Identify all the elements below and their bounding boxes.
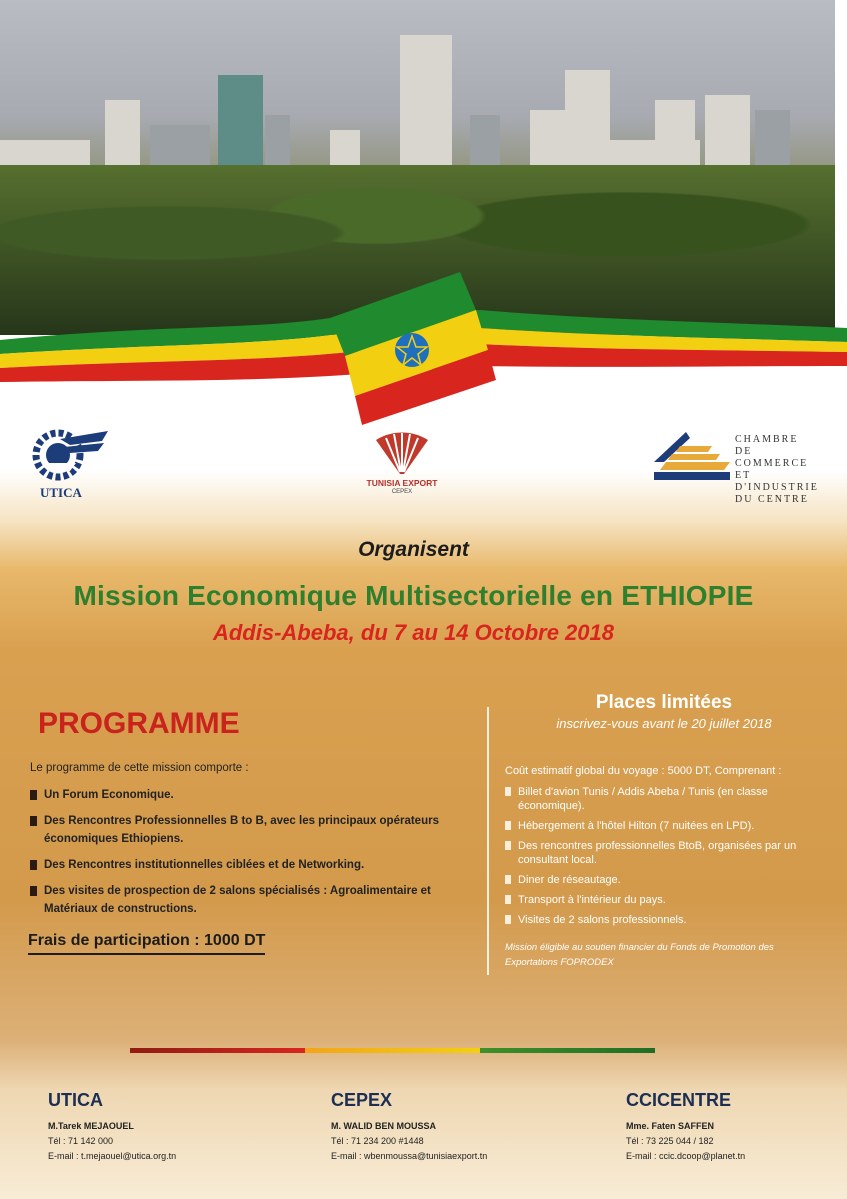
tricolor-divider: [130, 1048, 655, 1053]
cepex-logo-sub: CEPEX: [391, 489, 413, 495]
ccic-logo: [650, 428, 830, 505]
contact-email[interactable]: E-mail : wbenmoussa@tunisiaexport.tn: [331, 1151, 488, 1161]
contact-email[interactable]: E-mail : ccic.dcoop@planet.tn: [626, 1151, 746, 1161]
cost-item: Diner de réseautage.: [505, 873, 825, 887]
programme-item: Des Rencontres institutionnelles ciblées et de Networking.: [30, 856, 480, 874]
mission-date: Addis-Abeba, du 7 au 14 Octobre 2018: [212, 620, 614, 645]
participation-fee: Frais de participation : 1000 DT: [28, 932, 265, 955]
programme-item: Des Rencontres Professionnelles B to B, avec les principaux opérateurs économiques Ethiopiens.: [30, 812, 480, 848]
cost-intro: Coût estimatif global du voyage : 5000 DT, Comprenant :: [505, 765, 782, 777]
registration-deadline: inscrivez-vous avant le 20 juillet 2018: [556, 716, 772, 731]
programme-title: PROGRAMME: [38, 707, 240, 740]
cost-item: Visites de 2 salons professionnels.: [505, 913, 825, 927]
contact-email[interactable]: E-mail : t.mejaouel@utica.org.tn: [48, 1151, 177, 1161]
tricolor-yellow: [305, 1048, 480, 1053]
contact-cepex: [331, 1090, 487, 1161]
ccic-pyramid-icon: [650, 428, 734, 490]
cost-item: Billet d'avion Tunis / Addis Abeba / Tunis (en classe économique).: [505, 785, 825, 813]
places-limited-title: Places limitées: [595, 692, 733, 713]
contact-tel: Tél : 73 225 044 / 182: [626, 1136, 714, 1146]
foprodex-eligibility-note: Mission éligible au soutien financier du Fonds de Promotion des Exportations FOPRODEX: [505, 942, 774, 968]
organisent-heading: Organisent: [358, 538, 469, 561]
utica-logo: [30, 425, 120, 505]
cost-item: Transport à l'intérieur du pays.: [505, 893, 825, 907]
contact-org: CEPEX: [331, 1090, 393, 1110]
cepex-logo-label: TUNISIA EXPORT: [366, 478, 438, 488]
cost-item: Hébergement à l'hôtel Hilton (7 nuitées en LPD).: [505, 819, 825, 833]
contact-person: M.Tarek MEJAOUEL: [48, 1121, 134, 1131]
programme-list: [30, 786, 480, 926]
contact-org: UTICA: [48, 1090, 103, 1110]
cost-item: Des rencontres professionnelles BtoB, organisées par un consultant local.: [505, 839, 825, 867]
programme-item: Des visites de prospection de 2 salons spécialisés : Agroalimentaire et Matériaux de constructions.: [30, 882, 480, 918]
contact-tel: Tél : 71 234 200 #1448: [331, 1136, 424, 1146]
contact-utica: [48, 1090, 176, 1161]
cepex-logo: [362, 430, 442, 500]
programme-intro: Le programme de cette mission comporte :: [30, 762, 249, 774]
mission-title: Mission Economique Multisectorielle en ETHIOPIE: [73, 580, 754, 611]
cost-list: [505, 785, 825, 933]
ethiopian-flag-ribbon: [0, 270, 847, 430]
ccic-name-text: CHAMBRE DE COMMERCE ET D'INDUSTRIE DU CENTRE: [735, 434, 819, 505]
utica-logo-label: UTICA: [40, 485, 82, 500]
contact-person: Mme. Faten SAFFEN: [626, 1121, 715, 1131]
tricolor-green: [480, 1048, 655, 1053]
contact-org: CCICENTRE: [626, 1090, 732, 1110]
contact-tel: Tél : 71 142 000: [48, 1136, 114, 1146]
cepex-shell-icon: [362, 430, 442, 476]
contact-ccicentre: [626, 1090, 745, 1161]
tricolor-red: [130, 1048, 305, 1053]
column-divider: [487, 707, 489, 975]
programme-item: Un Forum Economique.: [30, 786, 480, 804]
contact-person: M. WALID BEN MOUSSA: [331, 1121, 436, 1131]
utica-emblem-icon: [30, 425, 110, 485]
